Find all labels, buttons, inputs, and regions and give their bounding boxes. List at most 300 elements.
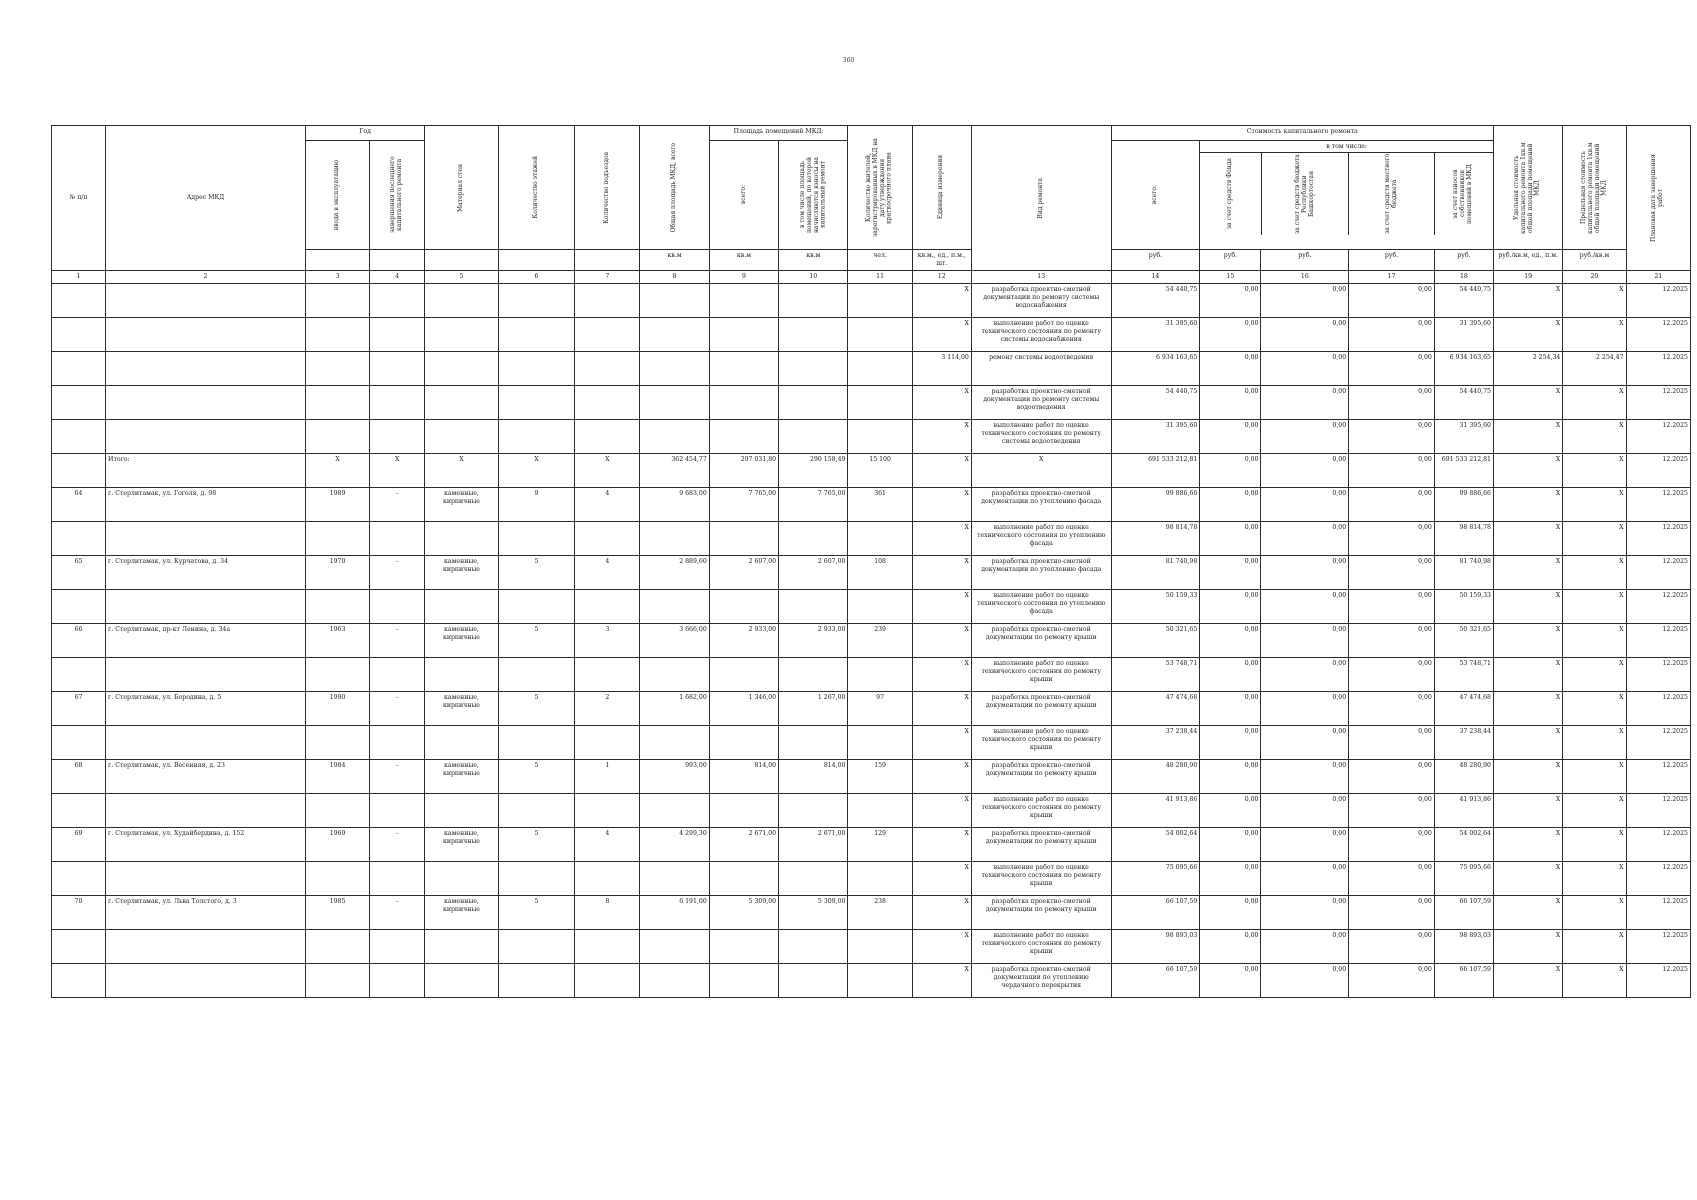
cost-total: 48 280,90 xyxy=(1111,760,1200,794)
address xyxy=(106,284,306,318)
column-number: 14 xyxy=(1111,271,1200,284)
year-commission: 1970 xyxy=(305,556,369,590)
premises-total: 7 765,00 xyxy=(709,488,778,522)
header-address: Адрес МКД xyxy=(106,126,306,271)
deadline: 12.2025 xyxy=(1626,386,1690,420)
column-number-row xyxy=(52,271,1691,284)
header-deadline: Плановая дата завершения работ xyxy=(1626,126,1690,271)
residents xyxy=(848,658,912,692)
cost-total: 75 095,66 xyxy=(1111,862,1200,896)
year-last-repair: - xyxy=(370,828,425,862)
table-row xyxy=(52,352,1691,386)
total-area xyxy=(640,352,709,386)
premises-total xyxy=(709,658,778,692)
entrances: 4 xyxy=(575,828,640,862)
cost-republic: 0,00 xyxy=(1261,930,1349,964)
work-type: разработка проектно-сметной документации по ремонту крыши xyxy=(971,896,1111,930)
cost-local: 0,00 xyxy=(1349,284,1435,318)
premises-paying xyxy=(779,590,848,624)
premises-paying xyxy=(779,420,848,454)
year-last-repair: - xyxy=(370,692,425,726)
year-last-repair xyxy=(370,386,425,420)
cost-owners: 31 395,60 xyxy=(1434,420,1493,454)
max-cost: X xyxy=(1563,488,1626,522)
unit-value: X xyxy=(912,726,971,760)
floors: 5 xyxy=(498,556,574,590)
unit-cost: X xyxy=(1493,930,1562,964)
deadline: 12.2025 xyxy=(1626,930,1690,964)
cost-republic: 0,00 xyxy=(1261,352,1349,386)
year-last-repair xyxy=(370,726,425,760)
column-number: 9 xyxy=(709,271,778,284)
wall-material xyxy=(425,794,498,828)
premises-paying: 5 309,00 xyxy=(779,896,848,930)
wall-material: каменные, кирпичные xyxy=(425,760,498,794)
premises-total xyxy=(709,284,778,318)
entrances xyxy=(575,352,640,386)
deadline: 12.2025 xyxy=(1626,624,1690,658)
unit-cost: X xyxy=(1493,692,1562,726)
row-number xyxy=(52,284,106,318)
row-number xyxy=(52,964,106,998)
total-area: 9 683,00 xyxy=(640,488,709,522)
deadline: 12.2025 xyxy=(1626,522,1690,556)
deadline: 12.2025 xyxy=(1626,828,1690,862)
unit-cost: X xyxy=(1493,658,1562,692)
cost-owners: 48 280,90 xyxy=(1434,760,1493,794)
total-area xyxy=(640,590,709,624)
column-number: 5 xyxy=(425,271,498,284)
cost-local: 0,00 xyxy=(1349,420,1435,454)
residents xyxy=(848,964,912,998)
floors: 9 xyxy=(498,488,574,522)
floors xyxy=(498,964,574,998)
cost-fund: 0,00 xyxy=(1200,488,1261,522)
header-premises-group: Площадь помещений МКД: xyxy=(709,126,848,141)
total-area: 362 454,77 xyxy=(640,454,709,488)
cost-owners: 54 440,75 xyxy=(1434,386,1493,420)
premises-total: 2 933,00 xyxy=(709,624,778,658)
premises-paying: 2 671,00 xyxy=(779,828,848,862)
year-last-repair xyxy=(370,522,425,556)
work-type: разработка проектно-сметной документации по ремонту системы водоснабжения xyxy=(971,284,1111,318)
total-area xyxy=(640,930,709,964)
year-commission xyxy=(305,862,369,896)
cost-republic: 0,00 xyxy=(1261,488,1349,522)
residents: 108 xyxy=(848,556,912,590)
deadline: 12.2025 xyxy=(1626,964,1690,998)
wall-material xyxy=(425,930,498,964)
cost-fund: 0,00 xyxy=(1200,930,1261,964)
cost-owners: 81 740,98 xyxy=(1434,556,1493,590)
row-number: 70 xyxy=(52,896,106,930)
premises-paying xyxy=(779,386,848,420)
cost-owners: 53 748,71 xyxy=(1434,658,1493,692)
premises-paying xyxy=(779,930,848,964)
year-last-repair: - xyxy=(370,760,425,794)
cost-fund: 0,00 xyxy=(1200,522,1261,556)
header-unit-cost: Удельная стоимость капитального ремонта 1кв.м общей площади помещений МКД xyxy=(1493,126,1562,250)
row-number xyxy=(52,522,106,556)
column-number: 7 xyxy=(575,271,640,284)
cost-fund: 0,00 xyxy=(1200,862,1261,896)
cost-local: 0,00 xyxy=(1349,896,1435,930)
unit-value: X xyxy=(912,556,971,590)
wall-material xyxy=(425,352,498,386)
work-type: ремонт системы водоотведения xyxy=(971,352,1111,386)
year-last-repair xyxy=(370,862,425,896)
wall-material xyxy=(425,522,498,556)
year-commission xyxy=(305,352,369,386)
year-commission: 1963 xyxy=(305,624,369,658)
cost-local: 0,00 xyxy=(1349,862,1435,896)
residents: 239 xyxy=(848,624,912,658)
year-last-repair xyxy=(370,794,425,828)
table-row xyxy=(52,794,1691,828)
cost-republic: 0,00 xyxy=(1261,624,1349,658)
cost-fund: 0,00 xyxy=(1200,624,1261,658)
max-cost: X xyxy=(1563,624,1626,658)
deadline: 12.2025 xyxy=(1626,454,1690,488)
work-type: выполнение работ по оценке технического состояния по ремонту крыши xyxy=(971,726,1111,760)
address: г. Стерлитамак, ул. Гоголя, д. 98 xyxy=(106,488,306,522)
address: г. Стерлитамак, ул. Льва Толстого, д. 3 xyxy=(106,896,306,930)
unit-value: X xyxy=(912,624,971,658)
units-cell: кв.м., ед., п.м., шт. xyxy=(912,250,971,271)
year-commission xyxy=(305,318,369,352)
max-cost: X xyxy=(1563,964,1626,998)
cost-republic: 0,00 xyxy=(1261,964,1349,998)
header-year-last-repair: завершения последнего капитального ремонта xyxy=(370,141,425,250)
premises-total: 1 346,00 xyxy=(709,692,778,726)
deadline: 12.2025 xyxy=(1626,760,1690,794)
cost-local: 0,00 xyxy=(1349,930,1435,964)
entrances: 4 xyxy=(575,488,640,522)
cost-fund: 0,00 xyxy=(1200,284,1261,318)
deadline: 12.2025 xyxy=(1626,726,1690,760)
cost-fund: 0,00 xyxy=(1200,760,1261,794)
header-max-cost: Предельная стоимость капитального ремонта 1кв.м общей площади помещений МКД xyxy=(1563,126,1626,250)
premises-paying xyxy=(779,318,848,352)
column-number: 6 xyxy=(498,271,574,284)
units-cell-blank-5 xyxy=(575,250,640,271)
total-area xyxy=(640,522,709,556)
premises-paying xyxy=(779,726,848,760)
year-last-repair xyxy=(370,964,425,998)
column-number: 18 xyxy=(1434,271,1493,284)
floors xyxy=(498,794,574,828)
max-cost: X xyxy=(1563,692,1626,726)
deadline: 12.2025 xyxy=(1626,862,1690,896)
row-number xyxy=(52,590,106,624)
column-number: 11 xyxy=(848,271,912,284)
max-cost: X xyxy=(1563,862,1626,896)
residents xyxy=(848,590,912,624)
residents: 238 xyxy=(848,896,912,930)
units-cell: руб. xyxy=(1200,250,1261,271)
floors xyxy=(498,420,574,454)
table-row xyxy=(52,964,1691,998)
entrances: 4 xyxy=(575,556,640,590)
address: г. Стерлитамак, ул. Весенняя, д. 23 xyxy=(106,760,306,794)
floors: X xyxy=(498,454,574,488)
unit-cost: X xyxy=(1493,896,1562,930)
year-commission: 1969 xyxy=(305,828,369,862)
cost-local: 0,00 xyxy=(1349,522,1435,556)
unit-value: X xyxy=(912,522,971,556)
address xyxy=(106,522,306,556)
unit-cost: X xyxy=(1493,420,1562,454)
cost-republic: 0,00 xyxy=(1261,760,1349,794)
unit-cost: X xyxy=(1493,454,1562,488)
address xyxy=(106,726,306,760)
total-area xyxy=(640,318,709,352)
cost-republic: 0,00 xyxy=(1261,896,1349,930)
entrances xyxy=(575,930,640,964)
cost-owners: 41 913,86 xyxy=(1434,794,1493,828)
cost-fund: 0,00 xyxy=(1200,420,1261,454)
premises-total: 2 607,00 xyxy=(709,556,778,590)
cost-local: 0,00 xyxy=(1349,454,1435,488)
entrances xyxy=(575,964,640,998)
residents xyxy=(848,284,912,318)
column-number: 12 xyxy=(912,271,971,284)
entrances: 3 xyxy=(575,624,640,658)
entrances xyxy=(575,522,640,556)
units-cell: руб. xyxy=(1349,250,1435,271)
premises-total xyxy=(709,420,778,454)
wall-material xyxy=(425,658,498,692)
year-commission xyxy=(305,964,369,998)
row-number: 69 xyxy=(52,828,106,862)
cost-total: 41 913,86 xyxy=(1111,794,1200,828)
entrances xyxy=(575,658,640,692)
unit-cost: X xyxy=(1493,522,1562,556)
year-commission xyxy=(305,658,369,692)
total-area: 993,00 xyxy=(640,760,709,794)
premises-total xyxy=(709,352,778,386)
premises-total xyxy=(709,862,778,896)
cost-fund: 0,00 xyxy=(1200,318,1261,352)
premises-total xyxy=(709,522,778,556)
row-number xyxy=(52,658,106,692)
column-number: 2 xyxy=(106,271,306,284)
cost-local: 0,00 xyxy=(1349,590,1435,624)
max-cost: 2 254,47 xyxy=(1563,352,1626,386)
year-commission xyxy=(305,726,369,760)
units-cell: чел. xyxy=(848,250,912,271)
deadline: 12.2025 xyxy=(1626,692,1690,726)
address: г. Стерлитамак, пр-кт Ленина, д. 34а xyxy=(106,624,306,658)
header-republic: за счет средств бюджета Республики Башкортостан xyxy=(1262,153,1350,235)
column-number: 15 xyxy=(1200,271,1261,284)
entrances xyxy=(575,318,640,352)
floors xyxy=(498,862,574,896)
cost-total: 54 440,75 xyxy=(1111,284,1200,318)
cost-total: 691 533 212,81 xyxy=(1111,454,1200,488)
max-cost: X xyxy=(1563,794,1626,828)
address xyxy=(106,964,306,998)
premises-total: 2 671,00 xyxy=(709,828,778,862)
cost-republic: 0,00 xyxy=(1261,590,1349,624)
deadline: 12.2025 xyxy=(1626,284,1690,318)
wall-material xyxy=(425,318,498,352)
unit-cost: X xyxy=(1493,964,1562,998)
premises-paying: 814,00 xyxy=(779,760,848,794)
row-number xyxy=(52,726,106,760)
year-last-repair xyxy=(370,284,425,318)
premises-paying xyxy=(779,862,848,896)
work-type: разработка проектно-сметной документации по ремонту крыши xyxy=(971,692,1111,726)
wall-material xyxy=(425,386,498,420)
header-cost-group: Стоимость капитального ремонта xyxy=(1111,126,1493,141)
cost-total: 31 395,60 xyxy=(1111,318,1200,352)
unit-cost: X xyxy=(1493,862,1562,896)
premises-paying xyxy=(779,284,848,318)
cost-republic: 0,00 xyxy=(1261,726,1349,760)
entrances xyxy=(575,794,640,828)
wall-material: каменные, кирпичные xyxy=(425,624,498,658)
entrances: 2 xyxy=(575,692,640,726)
year-commission: 1989 xyxy=(305,488,369,522)
header-unit: Единица измерения xyxy=(912,126,971,250)
unit-value: X xyxy=(912,828,971,862)
cost-local: 0,00 xyxy=(1349,318,1435,352)
year-last-repair: - xyxy=(370,556,425,590)
cost-total: 50 159,33 xyxy=(1111,590,1200,624)
table-row xyxy=(52,624,1691,658)
year-commission: X xyxy=(305,454,369,488)
units-cell: кв.м xyxy=(640,250,709,271)
work-type: разработка проектно-сметной документации по утеплению фасада xyxy=(971,556,1111,590)
work-type: разработка проектно-сметной документации по ремонту крыши xyxy=(971,624,1111,658)
work-type: выполнение работ по оценке технического состояния по ремонту крыши xyxy=(971,930,1111,964)
work-type: X xyxy=(971,454,1111,488)
cost-owners: 31 395,60 xyxy=(1434,318,1493,352)
unit-value: X xyxy=(912,862,971,896)
column-number: 1 xyxy=(52,271,106,284)
wall-material: каменные, кирпичные xyxy=(425,896,498,930)
floors xyxy=(498,386,574,420)
floors: 5 xyxy=(498,896,574,930)
premises-paying: 2 933,00 xyxy=(779,624,848,658)
address: г. Стерлитамак, ул. Худайбердина, д. 152 xyxy=(106,828,306,862)
year-last-repair xyxy=(370,420,425,454)
column-number: 4 xyxy=(370,271,425,284)
cost-republic: 0,00 xyxy=(1261,794,1349,828)
deadline: 12.2025 xyxy=(1626,590,1690,624)
cost-owners: 98 814,78 xyxy=(1434,522,1493,556)
max-cost: X xyxy=(1563,726,1626,760)
table-body xyxy=(52,284,1691,998)
row-number xyxy=(52,930,106,964)
residents: 97 xyxy=(848,692,912,726)
work-type: разработка проектно-сметной документации по утеплению чердачного перекрытия xyxy=(971,964,1111,998)
residents xyxy=(848,726,912,760)
premises-paying xyxy=(779,964,848,998)
premises-paying: 2 607,00 xyxy=(779,556,848,590)
table-row xyxy=(52,828,1691,862)
unit-value: X xyxy=(912,692,971,726)
residents xyxy=(848,794,912,828)
total-area: 3 666,00 xyxy=(640,624,709,658)
residents: 15 100 xyxy=(848,454,912,488)
page-number: 360 xyxy=(842,57,855,64)
entrances: X xyxy=(575,454,640,488)
cost-fund: 0,00 xyxy=(1200,454,1261,488)
residents xyxy=(848,930,912,964)
unit-value: X xyxy=(912,386,971,420)
floors xyxy=(498,352,574,386)
units-cell-blank-3 xyxy=(425,250,498,271)
column-number: 20 xyxy=(1563,271,1626,284)
header-residents: Количество жителей, зарегистрированных в МКД на дату утверждения краткосрочного плана xyxy=(848,126,912,250)
residents xyxy=(848,386,912,420)
header-floors: Количество этажей xyxy=(498,126,574,250)
year-commission: 1990 xyxy=(305,692,369,726)
cost-fund: 0,00 xyxy=(1200,692,1261,726)
cost-owners: 6 934 163,65 xyxy=(1434,352,1493,386)
unit-cost: X xyxy=(1493,318,1562,352)
total-area xyxy=(640,726,709,760)
cost-owners: 54 440,75 xyxy=(1434,284,1493,318)
cost-republic: 0,00 xyxy=(1261,318,1349,352)
entrances: 8 xyxy=(575,896,640,930)
work-type: выполнение работ по оценке технического состояния по ремонту крыши xyxy=(971,862,1111,896)
column-number: 17 xyxy=(1349,271,1435,284)
cost-total: 98 814,78 xyxy=(1111,522,1200,556)
deadline: 12.2025 xyxy=(1626,794,1690,828)
cost-total: 66 107,59 xyxy=(1111,896,1200,930)
cost-local: 0,00 xyxy=(1349,488,1435,522)
table-row xyxy=(52,454,1691,488)
wall-material: каменные, кирпичные xyxy=(425,556,498,590)
units-cell: кв.м xyxy=(779,250,848,271)
residents xyxy=(848,318,912,352)
cost-republic: 0,00 xyxy=(1261,420,1349,454)
unit-cost: X xyxy=(1493,556,1562,590)
premises-total xyxy=(709,386,778,420)
max-cost: X xyxy=(1563,420,1626,454)
units-cell-blank-1 xyxy=(305,250,369,271)
year-last-repair xyxy=(370,658,425,692)
cost-owners: 50 159,33 xyxy=(1434,590,1493,624)
wall-material xyxy=(425,726,498,760)
floors xyxy=(498,930,574,964)
unit-value: X xyxy=(912,590,971,624)
year-commission xyxy=(305,522,369,556)
premises-total xyxy=(709,794,778,828)
year-commission xyxy=(305,794,369,828)
deadline: 12.2025 xyxy=(1626,318,1690,352)
address: Итого: xyxy=(106,454,306,488)
cost-total: 66 107,59 xyxy=(1111,964,1200,998)
cost-local: 0,00 xyxy=(1349,726,1435,760)
units-cell: кв.м xyxy=(709,250,778,271)
header-work-type: Вид ремонта xyxy=(971,126,1111,271)
deadline: 12.2025 xyxy=(1626,556,1690,590)
header-year-commission: ввода в эксплуатацию xyxy=(305,141,369,250)
residents: 361 xyxy=(848,488,912,522)
unit-value: X xyxy=(912,964,971,998)
table-row xyxy=(52,386,1691,420)
column-number: 10 xyxy=(779,271,848,284)
unit-value: X xyxy=(912,896,971,930)
work-type: разработка проектно-сметной документации по ремонту системы водоотведения xyxy=(971,386,1111,420)
premises-total xyxy=(709,964,778,998)
column-number: 3 xyxy=(305,271,369,284)
cost-total: 98 893,03 xyxy=(1111,930,1200,964)
